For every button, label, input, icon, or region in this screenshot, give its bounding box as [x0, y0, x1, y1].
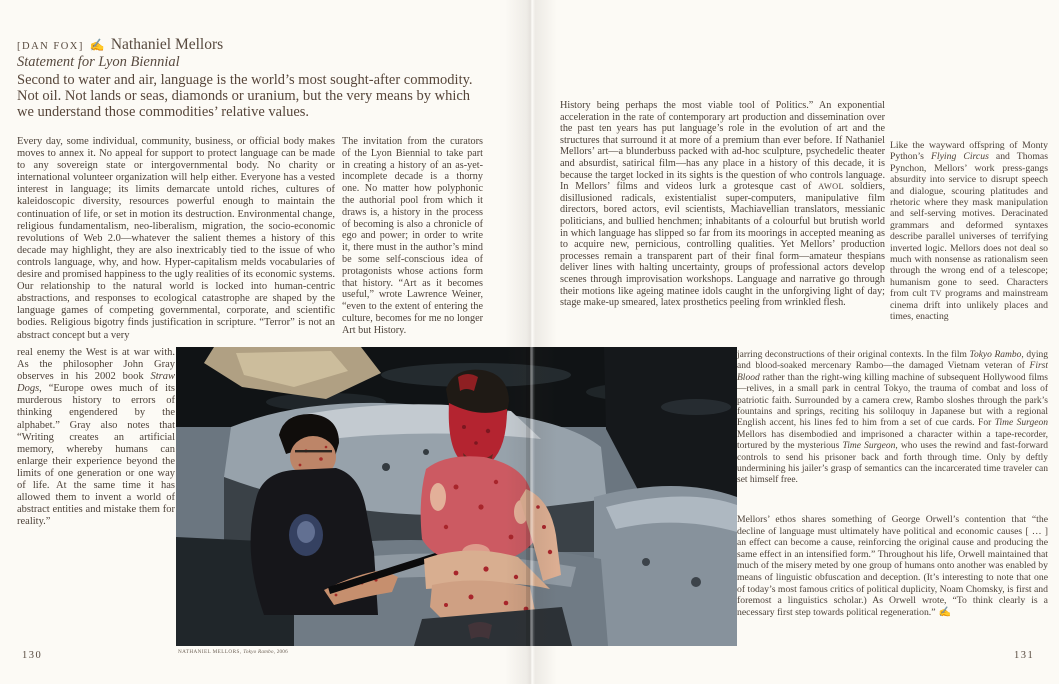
page-number-right: 131 — [1014, 650, 1035, 661]
photo-tokyo-rambo — [176, 347, 737, 646]
end-mark-icon: ✍ — [938, 606, 951, 618]
article-subtitle: Statement for Lyon Biennial — [17, 54, 180, 70]
article-header — [17, 36, 223, 54]
body-column-invitation: The invitation from the curators of the Lyon Biennial to take part in creating a history of an as-yet-incomplete decade is a thorny one. No matter how polyphonic the authorial pool from which it draws is, a history in the process of becoming is also a chronicle of ego and power; in order to write it, there must in the author’s mind be some self-conscious idea of protagonists whose actions form that history. “Art as it becomes useful,” wrote Lawrence Weiner, “even to the extent of entering the culture, becomes for me no longer Art but History. — [342, 136, 483, 336]
lead-paragraph: Second to water and air, language is the world’s most sought-after commodity. Not oil. Not lands or seas, diamonds or uranium, but the very means by which we understand those commodities’ relative values. — [17, 72, 473, 121]
body-column-below-photo: jarring deconstructions of their original contexts. In the film Tokyo Rambo, dying and blood-soaked mercenary Rambo—the damaged Vietnam veteran of First Blood rather than the right-wing killing machine of subsequent Hollywood films—relives, in a small park in central Tokyo, the trauma of combat and loss of patriotic faith. Surrounded by a camera crew, Rambo sloshes through the park’s fountains and springs, reciting his soliloquy in Japanese but with a regional English accent, his lines fed to him from a set of cue cards. For Time Surgeon Mellors has disembodied and imprisoned a character within a tape-recorder, tortured by the mysterious Time Surgeon, who uses the rewind and fast-forward controls to send his prisoner back and forth through time. Only by deftly undermining his jailer’s grasp of semantics can the incarcerated time traveler can set himself free. — [737, 350, 1048, 486]
body-column-right-narrow: Like the wayward offspring of Monty Python’s Flying Circus and Thomas Pynchon, Mellors’ work press-gangs absurdity into service to disrupt speech and dialogue, scouring platitudes and rhetoric where they mask manipulation and self-serving motives. Deracinated grammars and deformed syntaxes describe parallel universes of terrifying inverted logic. Mellors does not deal so much with nonsense as rationalism seen through the wrong end of a telescope; humanism gone to seed. Characters from cult TV programs and mainstream cinema drift into unlikely places and times, enacting — [890, 140, 1048, 323]
photo-caption: NATHANIEL MELLORS, Tokyo Rambo, 2006 — [178, 649, 288, 655]
author-byline: [DAN FOX] — [17, 41, 84, 52]
body-column-right-wide: History being perhaps the most viable tool of Politics.” An exponential acceleration in the rate of contemporary art production and dissemination over the past ten years has put language’s role in the evolution of art and the structures that surround it at more of a premium than ever before. If Nathaniel Mellors’ art—a blunderbuss packed with ad-hoc sculpture, psychedelic theater and absurdist, satirical film—has any place in a history of this decade, it is because the target locked in its sights is the question of who controls language. In Mellors’ films and videos lurk a grotesque cast of AWOL soldiers, disillusioned radicals, existentialist super-computers, manipulative film directors, bored actors, evil scientists, Machiavellian translators, messianic politicians, and bullied henchmen; inhabitants of a colourful but brutish world in which language has slipped so far from its moorings in accepted meaning as to acquire new, pernicious, controlling qualities. Yet Mellors’ production processes remain a transparent part of their final form—amateur thespians deliver lines with halting uncertainty, groups of professional actors develop scenes through improvisation workshops. Language and narrative go through their motions like ageing matinee idols caught in the unforgiving light of day; stage make-up smeared, latex prosthetics peeling from wrinkled flesh. — [560, 100, 885, 309]
artist-name: Nathaniel Mellors — [110, 36, 224, 53]
manicule-icon: ✍ — [89, 38, 105, 52]
page-number-left: 130 — [22, 650, 43, 661]
body-column-left-wide: Every day, some individual, community, business, or official body makes moves to annex it. No appeal for support to protect language can be made to any sovereign state or intergovernmental body. No charity or international volunteer organization will help either. Everyone has a vested interest in language; its limits demarcate untold riches, cultures of kaleidoscopic diversity, resources powerful enough to maintain the continuation of life, or set in motion its destruction. Environmental change, religious fundamentalism, neo-liberalism, migration, the socio-economic revolutions of Web 2.0—whatever the salient themes a history of this decade may highlight, they are also inextricably tied to the issue of who controls language, why, and how. Hyper-capitalism melds vocabularies of desire and promised happiness to the ugly realities of its economic systems. Our relationship to the natural world is locked into human-centric abstractions, and responses to ecological catastrophe are shaped by the language games of competing governmental, corporate, and scientific bodies. Religious bigotry finds justification in scripture. “Terror” is not an abstract concept but a very — [17, 136, 335, 341]
photo-illustration — [176, 347, 737, 646]
body-column-orwell: Mellors’ ethos shares something of George Orwell’s contention that “the decline of language must ultimately have political and economic causes [ … ] an effect can become a cause, reinforcing the original cause and producing the same effect in an intensified form.” Throughout his life, Orwell maintained that much of the misery meted by one group of humans onto another was enabled by means of linguistic obfuscation and deception. (It’s interesting to note that one of today’s most famous critics of political duplicity, Noam Chomsky, is first and foremost a linguistics scholar.) As Orwell wrote, “To think clearly is a necessary first step towards political regeneration.” ✍ — [737, 514, 1048, 618]
body-column-left-narrow: real enemy the West is at war with. As the philosopher John Gray observes in his 2002 book Straw Dogs, “Europe owes much of its murderous history to errors of thinking engendered by the alphabet.” Gray also notes that “Writing creates an artificial memory, whereby humans can enlarge their experience beyond the limits of one generation or one way of life. At the same time it has allowed them to invent a world of abstract entities and mistake them for reality.” — [17, 347, 175, 528]
